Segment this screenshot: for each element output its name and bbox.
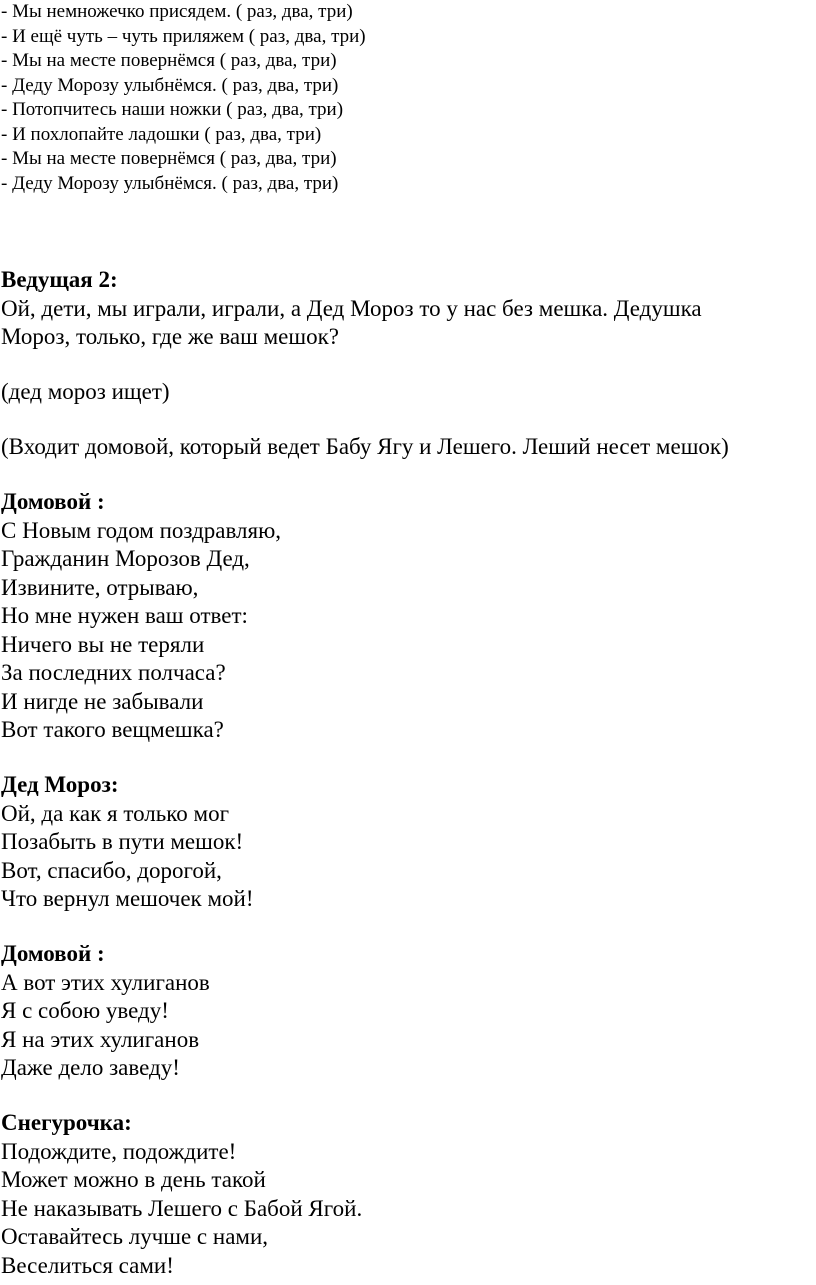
speech-line: Позабыть в пути мешок! [1, 829, 244, 854]
speech-line: Мороз, только, где же ваш мешок? [1, 324, 339, 349]
speaker-name: Снегурочка: [1, 1110, 132, 1135]
song-line: - Потопчитесь наши ножки ( раз, два, три) [1, 99, 344, 120]
speaker-name: Домовой : [1, 489, 105, 514]
speech-line: Гражданин Морозов Дед, [1, 546, 250, 571]
paragraph-gap [1, 745, 811, 772]
speech-line: А вот этих хулиганов [1, 969, 210, 995]
stage-direction: (Входит домовой, который ведет Бабу Ягу и Лешего. Леший несет мешок) [1, 434, 729, 459]
speech-block-domovoy-2 [1, 940, 811, 1083]
speaker-name: Дед Мороз: [1, 772, 119, 797]
speech-line: И нигде не забывали [1, 688, 204, 714]
song-verse [1, 0, 811, 196]
paragraph-gap [1, 914, 811, 941]
speech-block-ded-moroz [1, 771, 811, 914]
song-line: - Мы на месте повернёмся ( раз, два, три) [1, 50, 337, 71]
speech-line: Может можно в день такой [1, 1167, 266, 1192]
paragraph-gap [1, 352, 811, 379]
speech-line: Что вернул мешочек мой! [1, 886, 254, 911]
song-line: - Мы на месте повернёмся ( раз, два, три) [1, 148, 337, 169]
speech-line: Я с собою уведу! [1, 998, 169, 1023]
speech-line: Но мне нужен ваш ответ: [1, 603, 248, 628]
speech-line: Извините, отрываю, [1, 574, 199, 600]
speech-line: Не наказывать Лешего с Бабой Ягой. [1, 1195, 363, 1221]
speaker-name: Домовой : [1, 941, 105, 966]
speech-line: Я на этих хулиганов [1, 1026, 200, 1052]
song-line: - Деду Морозу улыбнёмся. ( раз, два, три) [1, 74, 339, 96]
speech-line: Подождите, подождите! [1, 1138, 237, 1164]
speech-line: Веселиться сами! [1, 1252, 174, 1278]
speech-line: Ой, дети, мы играли, играли, а Дед Мороз то у нас без мешка. Дедушка [1, 295, 702, 321]
speech-line: Вот такого вещмешка? [1, 717, 224, 742]
speaker-name: Ведущая 2: [1, 267, 118, 292]
song-line: - Деду Морозу улыбнёмся. ( раз, два, три) [1, 172, 339, 194]
paragraph-gap [1, 462, 811, 489]
speech-line: За последних полчаса? [1, 660, 226, 685]
song-line: - Мы немножечко присядем. ( раз, два, три) [1, 1, 353, 22]
paragraph-gap [1, 1083, 811, 1110]
song-line: - И похлопайте ладошки ( раз, два, три) [1, 123, 322, 145]
speech-line: Даже дело заведу! [1, 1055, 180, 1080]
speech-block-domovoy [1, 488, 811, 745]
script-body [1, 266, 811, 1280]
paragraph-gap [1, 407, 811, 434]
speech-block-presenter [1, 266, 811, 352]
speech-line: Оставайтесь лучше с нами, [1, 1224, 269, 1249]
speech-line: Ой, да как я только мог [1, 800, 230, 826]
speech-line: Ничего вы не теряли [1, 631, 205, 657]
speech-block-snegurochka [1, 1109, 811, 1280]
stage-direction: (дед мороз ищет) [1, 379, 170, 404]
speech-line: Вот, спасибо, дорогой, [1, 857, 222, 883]
speech-line: С Новым годом поздравляю, [1, 517, 282, 543]
song-line: - И ещё чуть – чуть приляжем ( раз, два, три) [1, 25, 366, 47]
